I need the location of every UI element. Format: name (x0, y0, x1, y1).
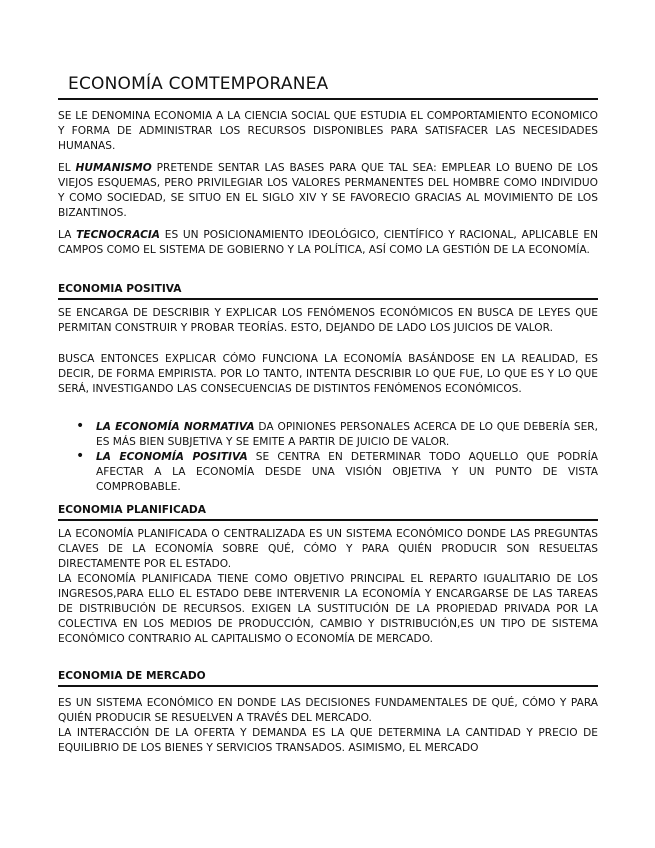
mercado-paragraph-1: ES UN SISTEMA ECONÓMICO EN DONDE LAS DECISIONES FUNDAMENTALES DE QUÉ, CÓMO Y PARA QUIÉN PRODUCIR SE RESUELVEN A TRAVÉS DEL MERCADO. (58, 697, 598, 724)
heading-economia-planificada: ECONOMIA PLANIFICADA (58, 504, 206, 516)
mercado-rule (58, 685, 598, 687)
mercado-paragraph-2: LA INTERACCIÓN DE LA OFERTA Y DEMANDA ES LA QUE DETERMINA LA CANTIDAD Y PRECIO DE EQUILIBRIO DE LOS BIENES Y SERVICIOS TRANSADOS. ASIMISMO, EL MERCADO (58, 727, 598, 754)
planificada-rule (58, 519, 598, 521)
heading-economia-positiva: ECONOMIA POSITIVA (58, 283, 182, 295)
list-item (96, 450, 598, 495)
tecnocracia-text: ES UN POSICIONAMIENTO IDEOLÓGICO, CIENTÍFICO Y RACIONAL, APLICABLE EN CAMPOS COMO EL SISTEMA DE GOBIERNO Y LA POLÍTICA, ASÍ COMO LA GESTIÓN DE LA ECONOMÍA. (58, 229, 598, 256)
positiva-rule (58, 298, 598, 300)
page-title: ECONOMÍA COMTEMPORANEA (68, 74, 329, 94)
planificada-paragraph-1: LA ECONOMÍA PLANIFICADA O CENTRALIZADA ES UN SISTEMA ECONÓMICO DONDE LAS PREGUNTAS CLAVES DE LA ECONOMÍA SOBRE QUÉ, CÓMO Y PARA QUIÉN PRODUCIR SON RESUELTAS DIRECTAMENTE POR EL ESTADO. (58, 528, 598, 570)
planificada-paragraph-2: LA ECONOMÍA PLANIFICADA TIENE COMO OBJETIVO PRINCIPAL EL REPARTO IGUALITARIO DE LOS INGRESOS,PARA ELLO EL ESTADO DEBE INTERVENIR LA ECONOMÍA Y ENCARGARSE DE LAS TAREAS DE DISTRIBUCIÓN DE RECURSOS. EXIGEN LA SUSTITUCIÓN DE LA PROPIEDAD PRIVADA POR LA COLECTIVA EN LOS MEDIOS DE PRODUCCIÓN, CAMBIO Y DISTRIBUCIÓN,ES UN TIPO DE SISTEMA ECONÓMICO CONTRARIO AL CAPITALISMO O ECONOMÍA DE MERCADO. (58, 573, 598, 645)
bullet-text: DA OPINIONES PERSONALES ACERCA DE LO QUE DEBERÍA SER, ES MÁS BIEN SUBJETIVA Y SE EMITE A PARTIR DE JUICIO DE VALOR. (96, 421, 599, 448)
intro-paragraph-3 (58, 228, 598, 258)
positiva-paragraph-1: SE ENCARGA DE DESCRIBIR Y EXPLICAR LOS FENÓMENOS ECONÓMICOS EN BUSCA DE LEYES QUE PERMITAN CONSTRUIR Y PROBAR TEORÍAS. ESTO, DEJANDO DE LADO LOS JUICIOS DE VALOR. (58, 307, 598, 334)
tecnocracia-term: TECNOCRACIA (76, 229, 160, 241)
positiva-paragraph-2: BUSCA ENTONCES EXPLICAR CÓMO FUNCIONA LA ECONOMÍA BASÁNDOSE EN LA REALIDAD, ES DECIR, DE FORMA EMPIRISTA. POR LO TANTO, INTENTA DESCRIBIR LO QUE FUE, LO QUE ES Y LO QUE SERÁ, INVESTIGANDO LAS CONSECUENCIAS DE DISTINTOS FENÓMENOS ECONÓMICOS. (58, 353, 598, 395)
tecnocracia-prefix: LA (58, 229, 77, 241)
bullet-term: LA ECONOMÍA NORMATIVA (96, 421, 255, 433)
heading-economia-mercado: ECONOMIA DE MERCADO (58, 670, 206, 682)
list-item (96, 420, 598, 450)
bullet-term: LA ECONOMÍA POSITIVA (96, 451, 248, 463)
intro-paragraph-2 (58, 161, 598, 221)
humanismo-text: PRETENDE SENTAR LAS BASES PARA QUE TAL SEA: EMPLEAR LO BUENO DE LOS VIEJOS ESQUEMAS, PERO PRIVILEGIAR LOS VALORES PERMANENTES DEL HOMBRE COMO INDIVIDUO Y COMO SOCIEDAD, SE SITUO EN EL SIGLO XIV Y SE FAVORECIO GRACIAS AL MOVIMIENTO DE LOS BIZANTINOS. (58, 162, 598, 219)
positiva-bullet-list (58, 420, 598, 495)
humanismo-term: HUMANISMO (75, 162, 152, 174)
title-rule (58, 98, 598, 100)
humanismo-prefix: EL (58, 162, 76, 174)
intro-paragraph-1: SE LE DENOMINA ECONOMIA A LA CIENCIA SOCIAL QUE ESTUDIA EL COMPORTAMIENTO ECONOMICO Y FORMA DE ADMINISTRAR LOS RECURSOS DISPONIBLES PARA SATISFACER LAS NECESIDADES HUMANAS. (58, 110, 598, 152)
bullet-text: SE CENTRA EN DETERMINAR TODO AQUELLO QUE PODRÍA AFECTAR A LA ECONOMÍA DESDE UNA VISIÓN OBJETIVA Y UN PUNTO DE VISTA COMPROBABLE. (96, 451, 598, 493)
